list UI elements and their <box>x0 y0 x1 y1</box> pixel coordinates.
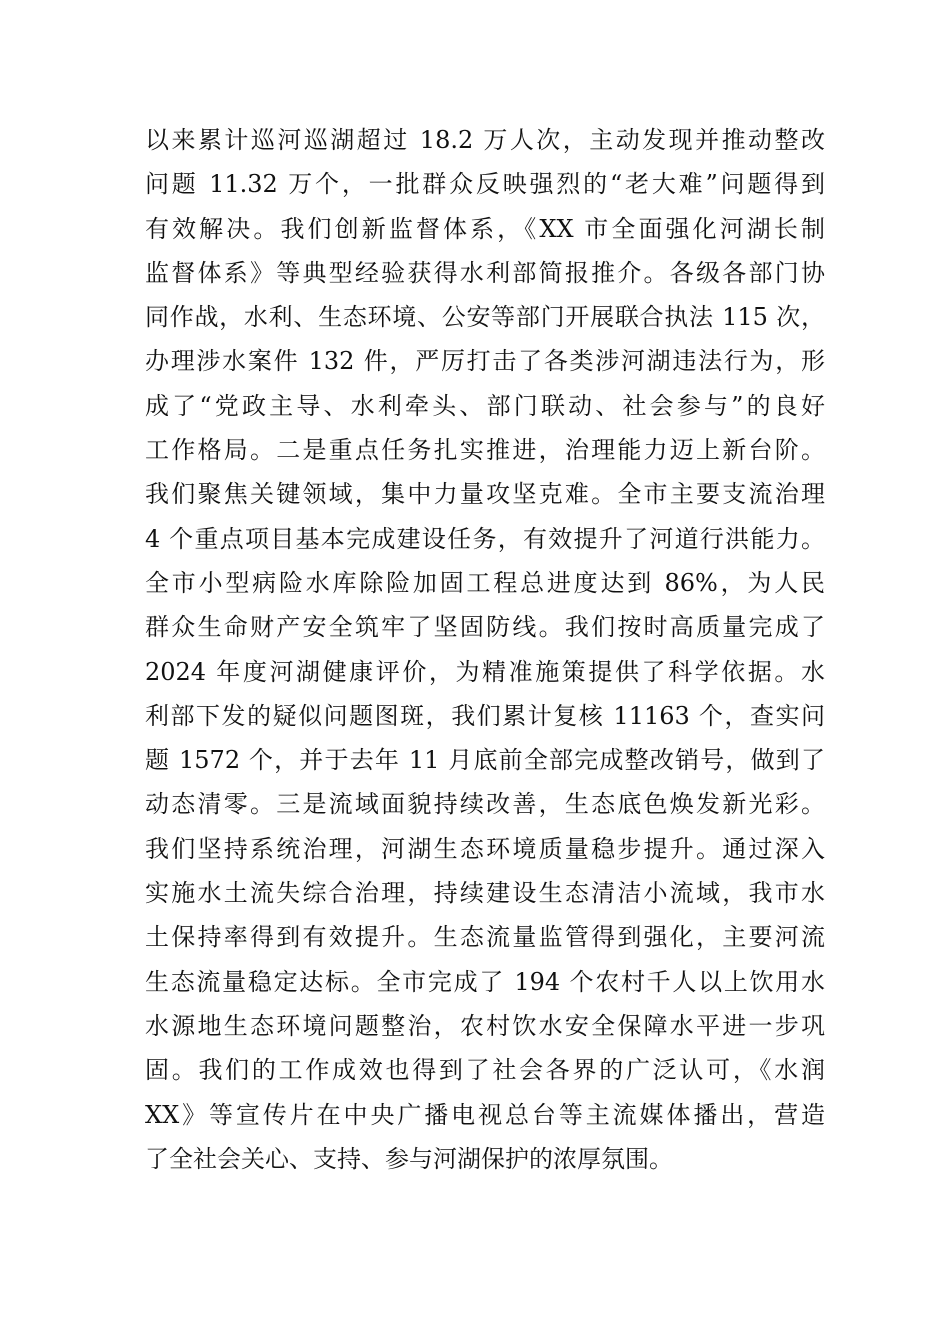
text-line: 土保持率得到有效提升。生态流量监管得到强化，主要河流 <box>145 923 825 952</box>
text-line: 我们聚焦关键领域，集中力量攻坚克难。全市主要支流治理 <box>145 480 825 509</box>
text-line: 以来累计巡河巡湖超过 18.2 万人次，主动发现并推动整改 <box>145 126 825 154</box>
text-line: 全市小型病险水库除险加固工程总进度达到 86%，为人民 <box>145 568 825 597</box>
text-line: 工作格局。二是重点任务扎实推进，治理能力迈上新台阶。 <box>145 436 825 465</box>
text-line: XX》等宣传片在中央广播电视总台等主流媒体播出，营造 <box>145 1100 825 1129</box>
text-line: 利部下发的疑似问题图斑，我们累计复核 11163 个，查实问 <box>145 701 825 730</box>
text-line: 固。我们的工作成效也得到了社会各界的广泛认可，《水润 <box>145 1056 825 1085</box>
text-line: 群众生命财产安全筑牢了坚固防线。我们按时高质量完成了 <box>145 613 825 642</box>
text-line: 成了“党政主导、水利牵头、部门联动、社会参与”的良好 <box>145 391 825 420</box>
text-line: 问题 11.32 万个，一批群众反映强烈的“老大难”问题得到 <box>145 170 825 199</box>
body-paragraph <box>145 118 825 1181</box>
text-line: 有效解决。我们创新监督体系，《XX 市全面强化河湖长制 <box>145 214 825 243</box>
text-line: 实施水土流失综合治理，持续建设生态清洁小流域，我市水 <box>145 879 825 908</box>
text-line: 题 1572 个，并于去年 11 月底前全部完成整改销号，做到了 <box>145 746 825 775</box>
text-line: 2024 年度河湖健康评价，为精准施策提供了科学依据。水 <box>145 657 825 686</box>
text-line: 同作战，水利、生态环境、公安等部门开展联合执法 115 次， <box>145 303 825 332</box>
text-line: 我们坚持系统治理，河湖生态环境质量稳步提升。通过深入 <box>145 834 825 863</box>
text-line: 生态流量稳定达标。全市完成了 194 个农村千人以上饮用水 <box>145 967 825 996</box>
text-line: 水源地生态环境问题整治，农村饮水安全保障水平进一步巩 <box>145 1011 825 1040</box>
text-line-last: 了全社会关心、支持、参与河湖保护的浓厚氛围。 <box>145 1144 673 1173</box>
text-line: 动态清零。三是流域面貌持续改善，生态底色焕发新光彩。 <box>145 790 825 819</box>
text-line: 办理涉水案件 132 件，严厉打击了各类涉河湖违法行为，形 <box>145 347 825 376</box>
text-line: 4 个重点项目基本完成建设任务，有效提升了河道行洪能力。 <box>145 524 825 553</box>
text-line: 监督体系》等典型经验获得水利部简报推介。各级各部门协 <box>145 258 825 287</box>
